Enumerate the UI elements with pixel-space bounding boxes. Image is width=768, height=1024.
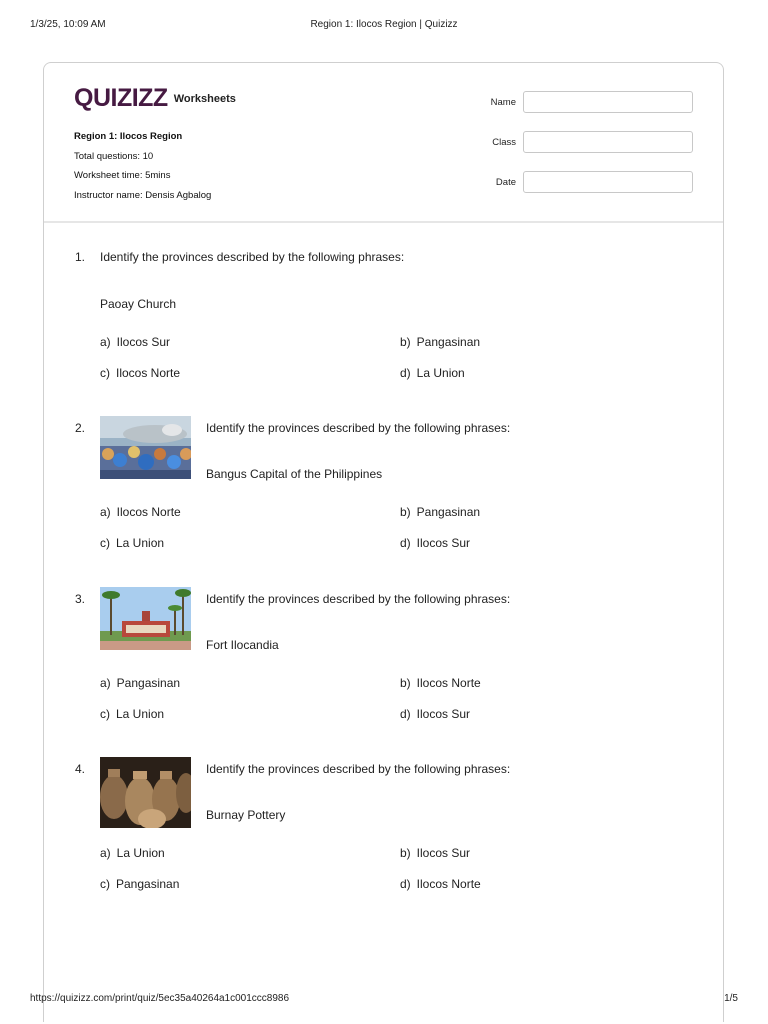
option-letter: a) xyxy=(100,676,111,690)
date-label: Date xyxy=(495,177,516,188)
option-text: La Union xyxy=(116,536,165,550)
option-a[interactable] xyxy=(100,846,165,860)
option-letter: c) xyxy=(100,877,110,891)
option-b[interactable] xyxy=(400,335,480,349)
option-b[interactable] xyxy=(400,676,481,690)
worksheet-title: Region 1: Ilocos Region xyxy=(74,131,183,142)
option-text: Ilocos Sur xyxy=(116,335,171,349)
option-letter: d) xyxy=(400,877,411,891)
brand xyxy=(74,85,236,111)
option-b[interactable] xyxy=(400,505,480,519)
fort-image xyxy=(100,587,191,650)
option-letter: c) xyxy=(100,366,110,380)
total-questions: Total questions: 10 xyxy=(74,150,154,162)
worksheet-header xyxy=(44,63,723,223)
option-letter: b) xyxy=(400,335,411,349)
print-header xyxy=(30,19,738,33)
option-text: Ilocos Norte xyxy=(416,877,481,891)
class-input[interactable] xyxy=(523,131,693,153)
option-c[interactable] xyxy=(100,707,164,721)
option-d[interactable] xyxy=(400,536,470,550)
option-letter: b) xyxy=(400,676,411,690)
option-c[interactable] xyxy=(100,536,164,550)
question-prompt: Identify the provinces described by the following phrases: xyxy=(206,592,511,606)
option-letter: b) xyxy=(400,505,411,519)
pottery-image xyxy=(100,757,191,828)
date-input[interactable] xyxy=(523,171,693,193)
instructor-name: Instructor name: Densis Agbalog xyxy=(74,189,212,201)
pottery-photo xyxy=(100,757,191,828)
option-letter: c) xyxy=(100,707,110,721)
worksheet-time: Worksheet time: 5mins xyxy=(74,170,171,181)
question-phrase: Bangus Capital of the Philippines xyxy=(206,467,383,481)
worksheet-meta xyxy=(74,127,211,205)
question-prompt: Identify the provinces described by the following phrases: xyxy=(206,762,511,776)
option-text: Ilocos Sur xyxy=(416,536,471,550)
question-number: 2. xyxy=(75,421,86,435)
question-phrase: Fort Ilocandia xyxy=(206,638,279,652)
quizizz-logo: QUIZIZZ xyxy=(74,84,168,112)
option-letter: a) xyxy=(100,846,111,860)
option-a[interactable] xyxy=(100,676,180,690)
option-text: Ilocos Sur xyxy=(416,846,471,860)
question-2 xyxy=(75,416,715,556)
question-4 xyxy=(75,757,715,897)
option-letter: b) xyxy=(400,846,411,860)
print-title: Region 1: Ilocos Region | Quizizz xyxy=(310,19,458,30)
option-text: La Union xyxy=(416,366,465,380)
option-b[interactable] xyxy=(400,846,470,860)
option-text: Pangasinan xyxy=(116,877,180,891)
brand-tagline: Worksheets xyxy=(173,93,236,105)
name-label: Name xyxy=(490,97,516,108)
question-phrase: Paoay Church xyxy=(100,297,177,311)
option-letter: d) xyxy=(400,536,411,550)
option-text: Ilocos Norte xyxy=(116,505,181,519)
question-number: 3. xyxy=(75,592,86,606)
option-letter: d) xyxy=(400,366,411,380)
question-number: 1. xyxy=(75,250,86,264)
option-d[interactable] xyxy=(400,877,481,891)
date-field-group xyxy=(474,171,694,195)
worksheet-page xyxy=(43,62,724,1022)
option-c[interactable] xyxy=(100,877,179,891)
question-1 xyxy=(75,250,715,390)
option-text: Pangasinan xyxy=(416,335,481,349)
option-a[interactable] xyxy=(100,335,170,349)
page-number: 1/5 xyxy=(724,993,738,1004)
question-prompt: Identify the provinces described by the following phrases: xyxy=(206,421,511,435)
option-text: Pangasinan xyxy=(416,505,481,519)
option-letter: c) xyxy=(100,536,110,550)
option-c[interactable] xyxy=(100,366,180,380)
option-a[interactable] xyxy=(100,505,181,519)
festival-image xyxy=(100,416,191,479)
option-d[interactable] xyxy=(400,707,470,721)
option-text: Pangasinan xyxy=(116,676,181,690)
fort-photo xyxy=(100,587,191,650)
option-text: Ilocos Sur xyxy=(416,707,471,721)
question-number: 4. xyxy=(75,762,86,776)
option-text: Ilocos Norte xyxy=(416,676,481,690)
question-phrase: Burnay Pottery xyxy=(206,808,286,822)
option-letter: d) xyxy=(400,707,411,721)
class-label: Class xyxy=(492,137,516,148)
name-input[interactable] xyxy=(523,91,693,113)
class-field-group xyxy=(474,131,694,155)
name-field-group xyxy=(474,91,694,115)
print-footer xyxy=(30,993,738,1007)
option-letter: a) xyxy=(100,505,111,519)
festival-photo xyxy=(100,416,191,479)
option-d[interactable] xyxy=(400,366,465,380)
question-prompt: Identify the provinces described by the following phrases: xyxy=(100,250,405,264)
print-datetime: 1/3/25, 10:09 AM xyxy=(30,19,106,30)
option-text: La Union xyxy=(116,707,165,721)
option-letter: a) xyxy=(100,335,111,349)
option-text: Ilocos Norte xyxy=(116,366,181,380)
print-url: https://quizizz.com/print/quiz/5ec35a40264a1c001ccc8986 xyxy=(30,993,290,1004)
question-3 xyxy=(75,587,715,727)
option-text: La Union xyxy=(116,846,165,860)
